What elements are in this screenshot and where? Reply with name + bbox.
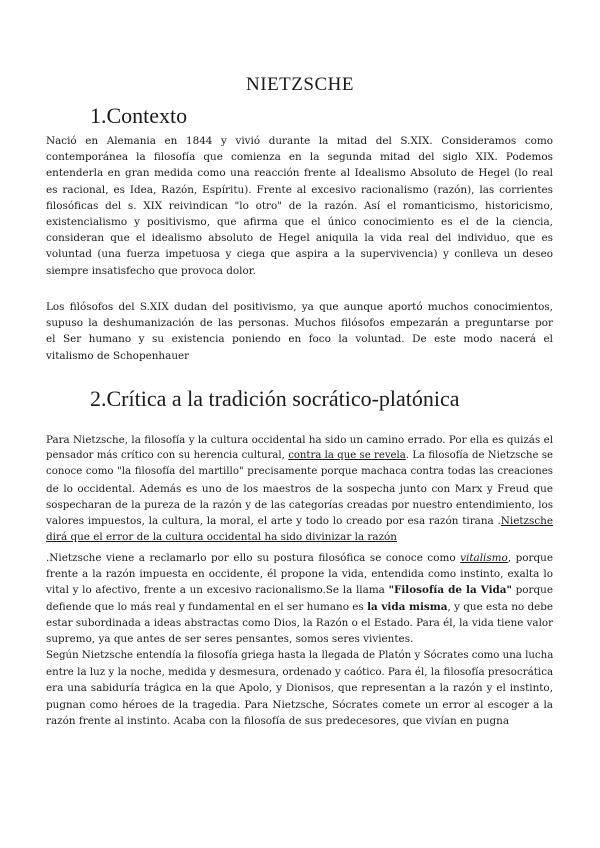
text-run: . La filosofía de Nietzsche se [405,450,553,462]
text-line: sospecharan de la pureza de la razón y de las categorías creadas por nuestro entendimiento, los [46,498,553,511]
text-run: defiende que lo más real y fundamental en el ser humano es [46,600,368,613]
text-run: , y que esta no debe [447,600,554,613]
text-line: estar subordinada a ideas abstractas como Dios, la Razón o el Estado. Para él, la vida tiene valor [46,616,553,629]
section-heading-critica: 2.Crítica a la tradición socrático-platónica [90,386,460,411]
paragraph-critica-3 [46,648,553,729]
underlined-text: dirá que el error de la cultura occidental ha sido divinizar la razón [46,531,397,544]
paragraph-contexto-1 [46,133,553,279]
paragraph-contexto-2 [46,299,553,364]
text-line: contemporánea la filosofía que comienza en la segunda mitad del siglo XIX. Podemos [46,151,553,164]
text-line [46,599,553,615]
text-run: valores impuestos, la cultura, la moral, el arte y todo lo creado por esa razón tirana . [46,515,501,528]
paragraph-critica-2 [46,550,553,647]
text-line: Para Nietzsche, la filosofía y la cultura occidental ha sido un camino errado. Por ella es quizás el [46,434,553,446]
text-line [46,513,553,529]
text-line: de lo occidental. Además es uno de los maestros de la sospecha junto con Marx y Freud que [46,482,553,495]
emphasized-term: vitalismo [460,552,508,564]
text-line: razón frente al instinto. Acaba con la filosofía de sus predecesores, que vivían en pugna [46,714,510,727]
text-line: supremo, ya que antes de ser seres pensantes, somos seres vivientes. [46,633,414,646]
text-line: Nació en Alemania en 1844 y vivió durante la mitad del S.XIX. Consideramos como [46,135,553,147]
underlined-text: Nietzsche [500,515,553,528]
text-line: entenderla en gran medida como una reacción frente al Idealismo Absoluto de Hegel (lo real [46,167,553,180]
text-run: vital y lo afectivo, frente a un excesivo racionalismo.Se la llama [46,584,389,597]
bold-term: "Filosofía de la Vida" [388,584,512,597]
text-line: conoce como "la filosofía del martillo" precisamente porque machaca contra todas las creaciones [46,466,553,478]
text-run: porque [511,584,553,597]
text-line: consideran que el idealismo absoluto de Hegel aniquila la vida real del individuo, que es [46,232,553,245]
text-line: el Ser humano y su existencia poniendo en foco la voluntad. De este modo nacerá el [46,333,553,346]
text-line: entre la luz y la noche, medida y desmesura, ordenado y caótico. Para él, la filosofía presocrática [46,666,554,679]
paragraph-critica-1 [46,432,553,545]
underlined-text: contra la que se revela [288,450,406,462]
page-title: NIETZSCHE [246,74,354,95]
text-line: es racional, es Idea, Razón, Espíritu). Frente al excesivo racionalismo (razón), las corrientes [46,183,553,196]
text-line: existencialismo y positivismo, que afirma que el único conocimiento es el de la ciencia, [46,216,553,229]
text-line: voluntad (una fuerza impetuosa y ciega que aspira a la supervivencia) y conlleva un deseo [46,248,553,261]
text-line: Según Nietzsche entendía la filosofía griega hasta la llegada de Platón y Sócrates como una lucha [46,650,554,661]
text-line: supuso la deshumanización de las personas. Muchos filósofos empezarán a preguntarse por [46,317,553,330]
text-line: frente a la razón impuesta en occidente, él propone la vida, entendida como instinto, exalta lo [46,568,553,581]
text-line [46,448,553,464]
text-line: Los filósofos del S.XIX dudan del positivismo, ya que aunque aportó muchos conocimientos, [46,301,553,313]
text-line: filosóficas del s. XIX reivindican "lo otro" de la razón. Así el romanticismo, historicismo, [46,199,553,212]
text-line: pugnan como héroes de la tragedia. Para Nietzsche, Sócrates comete un error al escoger a la [46,698,553,711]
text-line: siempre insatisfecho que provoca dolor. [46,264,256,277]
text-run: .Nietzsche viene a reclamarlo por ello su postura filosófica se conoce como [46,552,461,564]
text-run: pensador más crítico con su herencia cultural, [46,450,289,462]
text-line [46,529,553,545]
text-line [46,582,553,598]
text-line: vitalismo de Schopenhauer [46,349,190,362]
text-line [46,550,553,566]
text-line: era una sabiduría trágica en la que Apolo, y Dionisos, que representan a la razón y el instinto, [46,682,553,695]
text-run: , porque [507,552,553,564]
section-heading-contexto: 1.Contexto [90,103,188,128]
bold-term: la vida misma [367,600,448,613]
